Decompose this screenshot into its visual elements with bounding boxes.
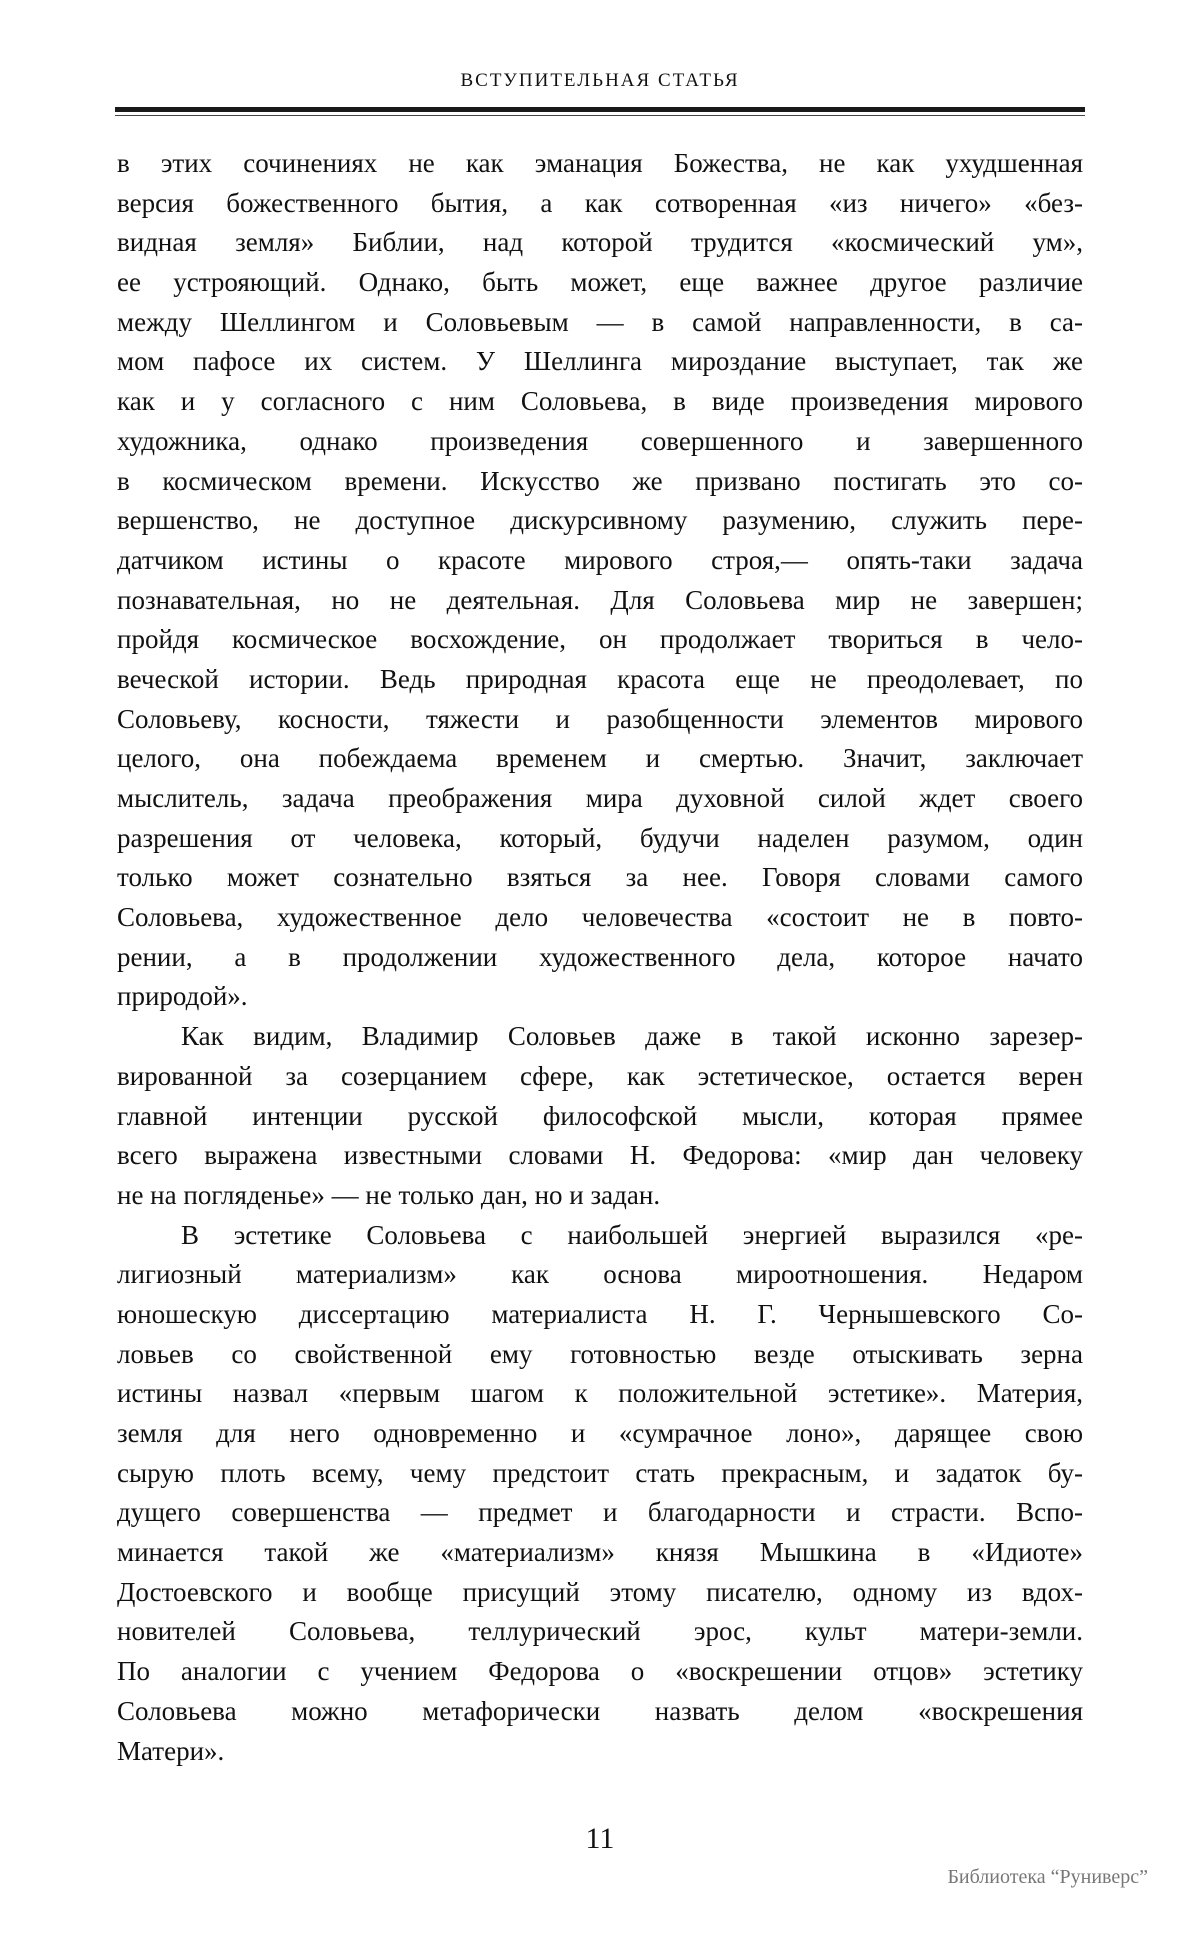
text-line: Соловьева, художественное дело человечества «состоит не в повто- [117,902,1083,933]
text-line: дущего совершенства — предмет и благодарности и страсти. Вспо- [117,1497,1083,1528]
text-line: не на погляденье» — не только дан, но и задан. [117,1179,661,1210]
text-line: как и у согласного с ним Соловьева, в виде произведения мирового [117,386,1083,417]
text-line: Как видим, Владимир Соловьев даже в такой исконно зарезер- [181,1021,1083,1052]
text-line: истины назвал «первым шагом к положительной эстетике». Материя, [117,1378,1083,1409]
text-line: целого, она побеждаема временем и смертью. Значит, заключает [117,743,1083,774]
text-line: По аналогии с учением Федорова о «воскрешении отцов» эстетику [117,1656,1083,1687]
text-line: мыслитель, задача преображения мира духовной силой ждет своего [117,783,1083,813]
paragraph [117,1017,1083,1215]
text-line: вершенство, не доступное дискурсивному разумению, служить пере- [117,505,1083,536]
header-rule [115,107,1085,112]
text-line: Матери». [117,1735,225,1766]
running-header: ВСТУПИТЕЛЬНАЯ СТАТЬЯ [460,70,740,91]
text-line: в космическом времени. Искусство же призвано постигать это со- [117,465,1083,496]
text-line: юношескую диссертацию материалиста Н. Г. Чернышевского Со- [117,1298,1083,1329]
text-line: Соловьева можно метафорически назвать делом «воскрешения [117,1695,1083,1726]
text-line: между Шеллингом и Соловьевым — в самой направленности, в са- [117,306,1083,337]
text-line: природой». [117,981,248,1012]
text-line: ловьев со свойственной ему готовностью везде отыскивать зерна [117,1338,1083,1369]
text-line: веческой истории. Ведь природная красота еще не преодолевает, по [117,663,1083,694]
library-watermark: Библиотека “Руниверс” [947,1866,1148,1888]
header-rule-thin [115,115,1085,116]
text-line: новителей Соловьева, теллурический эрос, культ матери-земли. [117,1616,1083,1647]
text-line: мом пафосе их систем. У Шеллинга мироздание выступает, так же [117,346,1083,377]
text-line: земля для него одновременно и «сумрачное лоно», дарящее свою [117,1418,1083,1448]
text-line: лигиозный материализм» как основа мироотношения. Недаром [117,1259,1083,1290]
text-line: датчиком истины о красоте мирового строя,— опять-таки задача [117,544,1083,575]
text-line: ее устрояющий. Однако, быть может, еще важнее другое различие [117,267,1083,298]
text-line: разрешения от человека, который, будучи наделен разумом, один [117,822,1083,853]
text-line: только может сознательно взяться за нее. Говоря словами самого [117,862,1083,893]
paragraph [117,144,1083,1017]
text-line: познавательная, но не деятельная. Для Соловьева мир не завершен; [117,584,1083,615]
page-number: 11 [585,1822,615,1855]
text-line: всего выражена известными словами Н. Федорова: «мир дан человеку [117,1140,1083,1171]
text-line: Достоевского и вообще присущий этому писателю, одному из вдох- [117,1576,1083,1607]
text-line: пройдя космическое восхождение, он продолжает твориться в чело- [117,624,1083,655]
text-line: В эстетике Соловьева с наибольшей энергией выразился «ре- [181,1219,1083,1250]
text-line: Соловьеву, косности, тяжести и разобщенности элементов мирового [117,703,1083,734]
text-line: рении, а в продолжении художественного дела, которое начато [117,941,1083,972]
text-line: вированной за созерцанием сфере, как эстетическое, остается верен [117,1060,1083,1091]
body-text [117,144,1083,1771]
text-line: главной интенции русской философской мысли, которая прямее [117,1100,1083,1131]
paragraph [117,1216,1083,1772]
text-line: видная земля» Библии, над которой трудится «космический ум», [117,227,1083,258]
text-line: версия божественного бытия, а как сотворенная «из ничего» «без- [117,187,1083,218]
text-line: художника, однако произведения совершенного и завершенного [117,425,1083,456]
text-line: минается такой же «материализм» князя Мышкина в «Идиоте» [117,1537,1083,1568]
text-line: в этих сочинениях не как эманация Божества, не как ухудшенная [117,148,1083,178]
text-line: сырую плоть всему, чему предстоит стать прекрасным, и задаток бу- [117,1457,1083,1488]
